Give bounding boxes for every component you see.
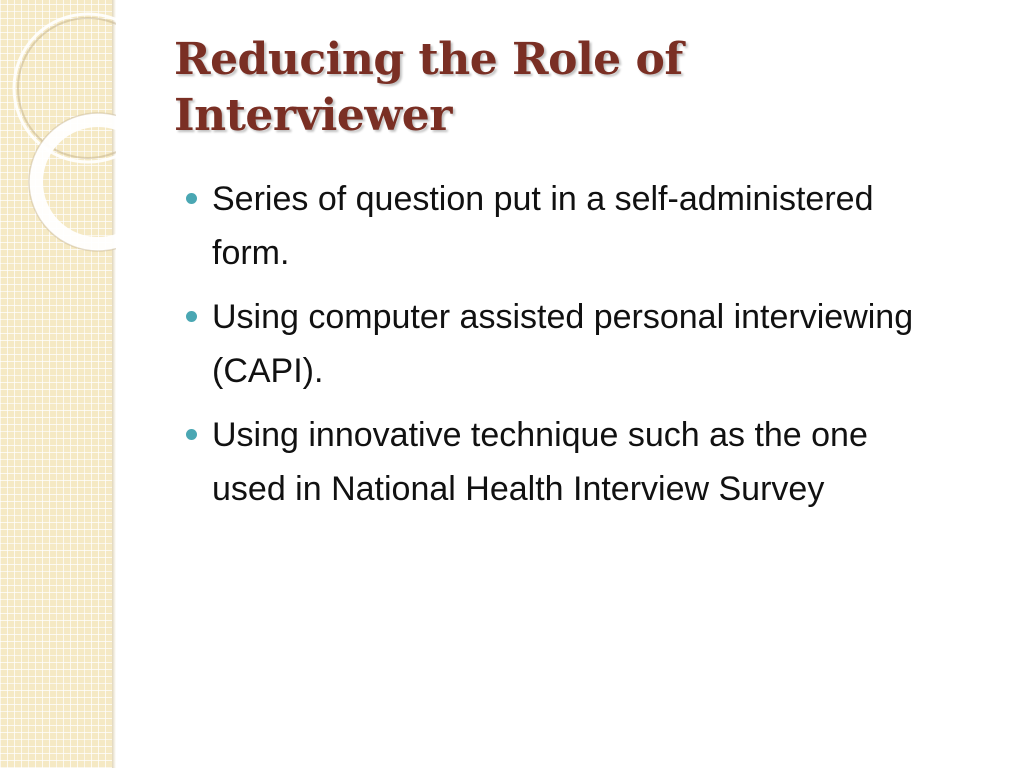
bullet-dot-icon xyxy=(186,311,197,322)
bullet-item xyxy=(186,408,946,516)
bullet-text: Series of question put in a self-administered form. xyxy=(212,180,874,272)
bullet-dot-icon xyxy=(186,193,197,204)
decorative-rings xyxy=(0,0,116,260)
bullet-text: Using innovative technique such as the one used in National Health Interview Survey xyxy=(212,416,868,508)
bullet-item xyxy=(186,172,946,280)
bullet-text: Using computer assisted personal interviewing (CAPI). xyxy=(212,298,914,390)
bullet-list xyxy=(186,172,946,526)
bullet-dot-icon xyxy=(186,429,197,440)
bullet-item xyxy=(186,290,946,398)
slide-title: Reducing the Role of Interviewer xyxy=(174,34,683,141)
